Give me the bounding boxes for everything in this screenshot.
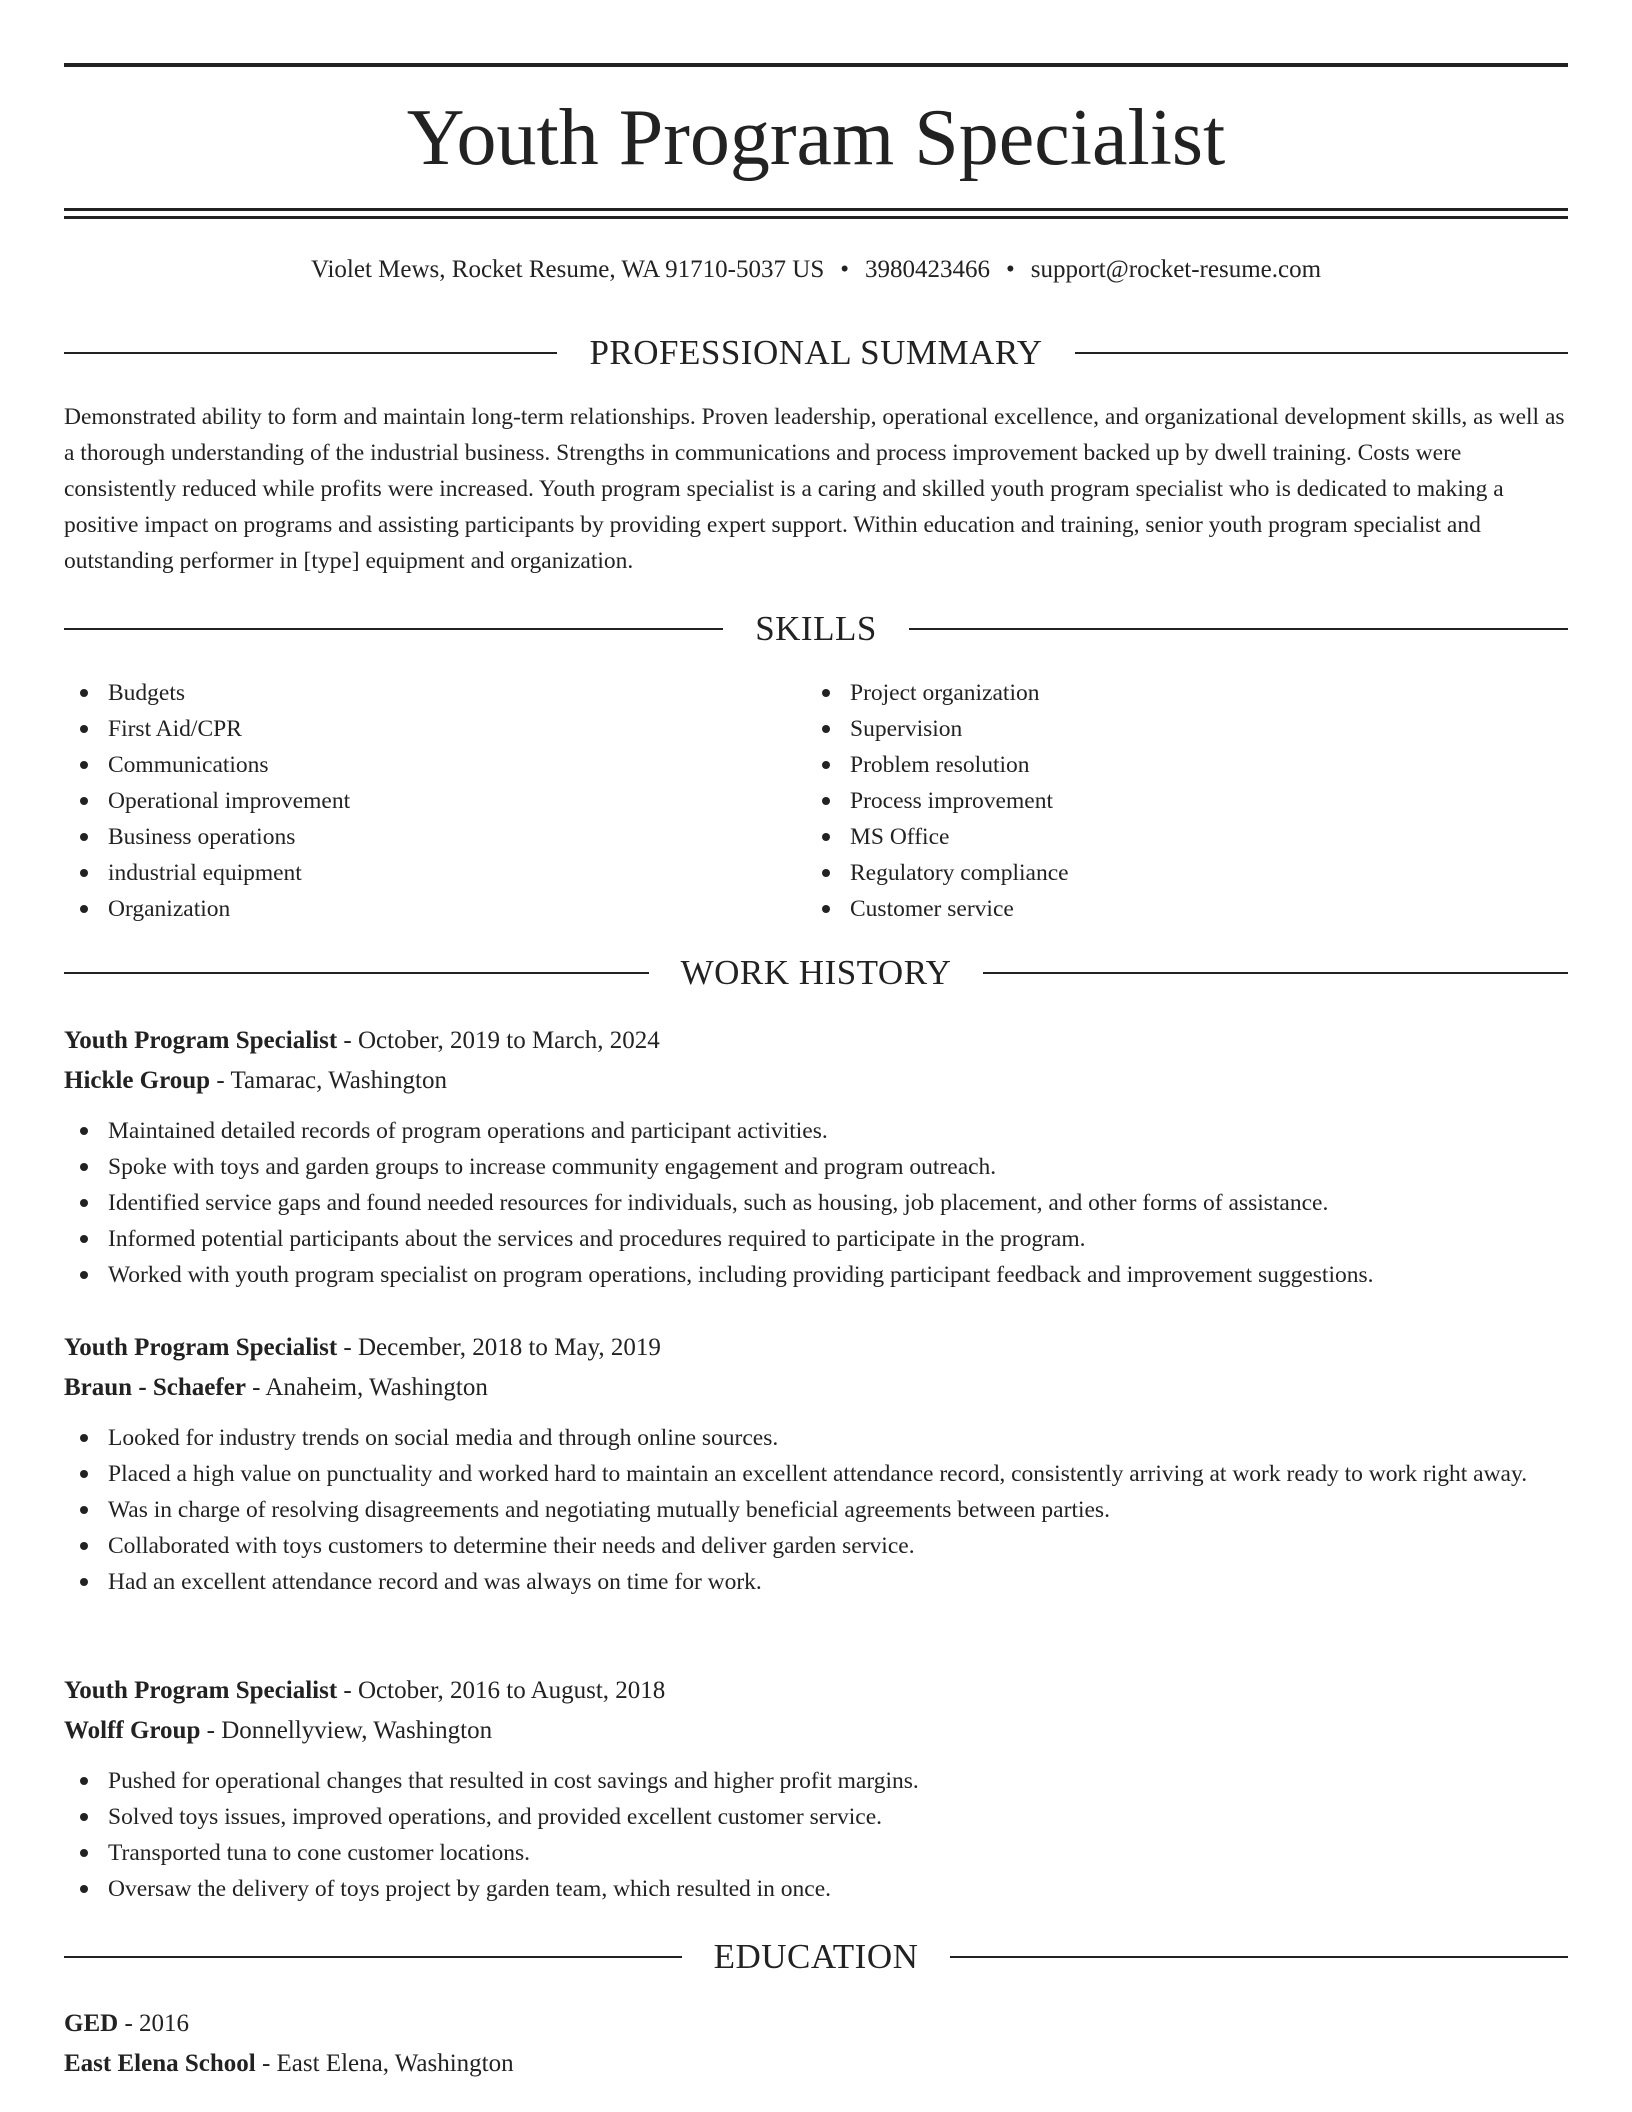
contact-separator: • — [840, 256, 849, 283]
job-title: Youth Program Specialist — [64, 1677, 338, 1704]
skill-item — [64, 855, 764, 891]
bullet-dot-icon — [822, 797, 830, 805]
heading-rule-left — [64, 628, 723, 630]
bullet-dot-icon — [822, 869, 830, 877]
job-bullets — [64, 1113, 1568, 1293]
job-bullet — [64, 1492, 1568, 1528]
education-year: - 2016 — [118, 2010, 190, 2037]
heading-rule-right — [1075, 352, 1568, 354]
bullet-dot-icon — [80, 1506, 88, 1514]
skill-item-text: Problem resolution — [850, 752, 1030, 778]
education-heading — [64, 1937, 1568, 1977]
bullet-dot-icon — [80, 761, 88, 769]
skill-item — [806, 819, 1506, 855]
skill-item-text: Communications — [108, 752, 269, 778]
bullet-dot-icon — [80, 1885, 88, 1893]
job-bullet — [64, 1456, 1568, 1492]
heading-rule-right — [983, 972, 1568, 974]
education-school-line — [64, 2044, 1568, 2084]
contact-phone: 3980423466 — [864, 256, 990, 283]
skill-item-text: Customer service — [850, 896, 1014, 922]
skill-item — [806, 747, 1506, 783]
skills-list-right — [806, 675, 1506, 927]
skill-item — [806, 711, 1506, 747]
bullet-dot-icon — [80, 1849, 88, 1857]
job-bullet-text: Maintained detailed records of program operations and participant activities. — [108, 1118, 828, 1144]
skill-item-text: industrial equipment — [108, 860, 302, 886]
skills-list-left — [64, 675, 764, 927]
job-bullet — [64, 1420, 1568, 1456]
summary-heading — [64, 333, 1568, 373]
job-bullet-text: Informed potential participants about the services and procedures required to participate in the program. — [108, 1226, 1086, 1252]
job-bullet — [64, 1799, 1568, 1835]
skill-item-text: Project organization — [850, 680, 1040, 706]
job-bullet — [64, 1763, 1568, 1799]
bullet-dot-icon — [822, 905, 830, 913]
job-location: - Donnellyview, Washington — [200, 1717, 493, 1744]
job-dates: - October, 2019 to March, 2024 — [337, 1027, 660, 1054]
job-bullet — [64, 1149, 1568, 1185]
bullet-dot-icon — [80, 869, 88, 877]
skill-item-text: First Aid/CPR — [108, 716, 242, 742]
bullet-dot-icon — [822, 725, 830, 733]
job-entry — [64, 1021, 1568, 1293]
skill-item-text: Supervision — [850, 716, 963, 742]
bullet-dot-icon — [822, 689, 830, 697]
education-heading-label: EDUCATION — [713, 1937, 919, 1976]
skill-item — [64, 819, 764, 855]
summary-text: Demonstrated ability to form and maintain long-term relationships. Proven leadership, operational excellence, and organizational development skills, as well as a thorough understanding of the industrial business. Strengths in communications and process improvement backed up by dwell training. Costs were consistently reduced while profits were increased. Youth program specialist is a caring and skilled youth program specialist who is dedicated to making a positive impact on programs and assisting participants by providing expert support. Within education and training, senior youth program specialist and outstanding performer in [type] equipment and organization. — [64, 404, 1565, 574]
heading-rule-left — [64, 1956, 682, 1958]
job-bullet-text: Oversaw the delivery of toys project by garden team, which resulted in once. — [108, 1876, 832, 1902]
heading-rule-left — [64, 352, 557, 354]
contact-separator: • — [1005, 256, 1015, 283]
skills-heading-label: SKILLS — [755, 609, 877, 648]
bullet-dot-icon — [80, 1127, 88, 1135]
education-school: East Elena School — [64, 2050, 256, 2077]
header-top-rule — [64, 63, 1568, 67]
bullet-dot-icon — [80, 1271, 88, 1279]
skill-item — [64, 675, 764, 711]
job-title: Youth Program Specialist — [64, 1027, 338, 1054]
skill-item — [806, 891, 1506, 927]
education-entry — [64, 2004, 1568, 2084]
job-company-line — [64, 1368, 1568, 1408]
education-degree-line — [64, 2004, 1568, 2044]
job-bullet — [64, 1835, 1568, 1871]
skill-item — [64, 891, 764, 927]
bullet-dot-icon — [80, 797, 88, 805]
skill-item — [64, 747, 764, 783]
job-bullet-text: Transported tuna to cone customer locations. — [108, 1840, 531, 1866]
heading-rule-right — [909, 628, 1568, 630]
job-bullet — [64, 1257, 1568, 1293]
bullet-dot-icon — [80, 1813, 88, 1821]
skill-item-text: Business operations — [108, 824, 296, 850]
heading-rule-right — [950, 1956, 1568, 1958]
job-bullet — [64, 1113, 1568, 1149]
job-bullet-text: Solved toys issues, improved operations, and provided excellent customer service. — [108, 1804, 883, 1830]
resume-title: Youth Program Specialist — [406, 94, 1226, 182]
job-title-line — [64, 1328, 1568, 1368]
skills-column-left — [64, 675, 764, 927]
job-dates: - October, 2016 to August, 2018 — [337, 1677, 666, 1704]
bullet-dot-icon — [80, 1199, 88, 1207]
skill-item-text: Regulatory compliance — [850, 860, 1069, 886]
skill-item — [806, 855, 1506, 891]
skill-item — [64, 711, 764, 747]
job-entry — [64, 1671, 1568, 1907]
job-bullet-text: Identified service gaps and found needed resources for individuals, such as housing, job placement, and other forms of assistance. — [108, 1190, 1329, 1216]
job-bullet-text: Collaborated with toys customers to determine their needs and deliver garden service. — [108, 1533, 915, 1559]
job-bullet-text: Pushed for operational changes that resulted in cost savings and higher profit margins. — [108, 1768, 919, 1794]
job-location: - Tamarac, Washington — [210, 1067, 448, 1094]
job-company: Braun - Schaefer — [64, 1374, 246, 1401]
skill-item-text: Process improvement — [850, 788, 1053, 814]
job-company-line — [64, 1711, 1568, 1751]
job-dates: - December, 2018 to May, 2019 — [337, 1334, 661, 1361]
skill-item-text: Budgets — [108, 680, 186, 706]
bullet-dot-icon — [822, 833, 830, 841]
skill-item-text: Organization — [108, 896, 231, 922]
skills-column-right — [806, 675, 1506, 927]
header-double-rule-upper — [64, 208, 1568, 211]
job-bullets — [64, 1763, 1568, 1907]
job-bullet — [64, 1185, 1568, 1221]
job-bullet-text: Was in charge of resolving disagreements and negotiating mutually beneficial agreements between parties. — [108, 1497, 1110, 1523]
job-entry — [64, 1328, 1568, 1600]
heading-rule-left — [64, 972, 649, 974]
job-title-line — [64, 1671, 1568, 1711]
job-bullet — [64, 1564, 1568, 1600]
bullet-dot-icon — [822, 761, 830, 769]
skill-item — [806, 783, 1506, 819]
job-location: - Anaheim, Washington — [245, 1374, 488, 1401]
job-bullet-text: Placed a high value on punctuality and worked hard to maintain an excellent attendance record, consistently arriving at work ready to work right away. — [108, 1461, 1528, 1487]
job-title-line — [64, 1021, 1568, 1061]
job-bullet — [64, 1871, 1568, 1907]
skill-item — [806, 675, 1506, 711]
job-company: Hickle Group — [64, 1067, 211, 1094]
job-bullet-text: Spoke with toys and garden groups to increase community engagement and program outreach. — [108, 1154, 997, 1180]
bullet-dot-icon — [80, 1578, 88, 1586]
job-bullet — [64, 1221, 1568, 1257]
bullet-dot-icon — [80, 1470, 88, 1478]
bullet-dot-icon — [80, 1235, 88, 1243]
skills-heading — [64, 609, 1568, 649]
education-degree: GED — [64, 2010, 119, 2037]
contact-email[interactable]: support@rocket-resume.com — [1030, 256, 1322, 283]
skill-item-text: MS Office — [850, 824, 950, 850]
skill-item — [64, 783, 764, 819]
bullet-dot-icon — [80, 905, 88, 913]
contact-address: Violet Mews, Rocket Resume, WA 91710-5037 US — [310, 256, 825, 283]
job-bullet-text: Looked for industry trends on social media and through online sources. — [108, 1425, 779, 1451]
work-heading-label: WORK HISTORY — [680, 953, 952, 992]
job-company-line — [64, 1061, 1568, 1101]
job-bullet-text: Worked with youth program specialist on program operations, including providing participant feedback and improvement suggestions. — [108, 1262, 1374, 1288]
job-bullets — [64, 1420, 1568, 1600]
job-company: Wolff Group — [64, 1717, 201, 1744]
header-double-rule-lower — [64, 216, 1568, 219]
job-title: Youth Program Specialist — [64, 1334, 338, 1361]
job-bullet — [64, 1528, 1568, 1564]
job-bullet-text: Had an excellent attendance record and was always on time for work. — [108, 1569, 762, 1595]
work-heading — [64, 953, 1568, 993]
contact-line — [64, 252, 1568, 288]
bullet-dot-icon — [80, 1777, 88, 1785]
summary-heading-label: PROFESSIONAL SUMMARY — [589, 333, 1043, 372]
skill-item-text: Operational improvement — [108, 788, 351, 814]
bullet-dot-icon — [80, 833, 88, 841]
bullet-dot-icon — [80, 1163, 88, 1171]
bullet-dot-icon — [80, 1434, 88, 1442]
bullet-dot-icon — [80, 725, 88, 733]
bullet-dot-icon — [80, 689, 88, 697]
education-location: - East Elena, Washington — [255, 2050, 514, 2077]
bullet-dot-icon — [80, 1542, 88, 1550]
